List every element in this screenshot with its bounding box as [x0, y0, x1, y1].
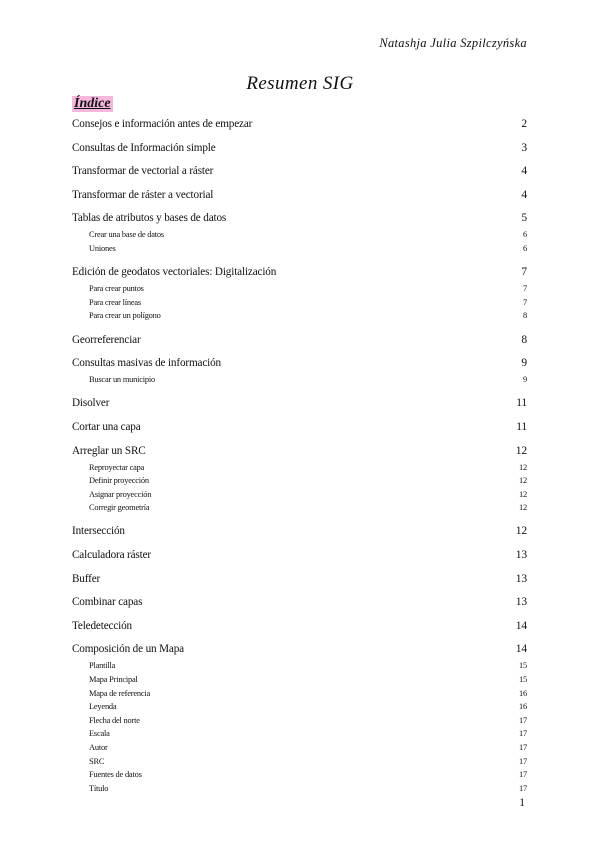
toc-subentry-label: Uniones: [89, 243, 116, 253]
toc-subentries: [72, 461, 527, 515]
toc-subentry-page: 6: [523, 230, 527, 240]
toc-subentry-page: 6: [523, 243, 527, 253]
toc-subentries: [72, 228, 527, 255]
toc-subentry-page: 17: [519, 743, 527, 752]
toc-subentry-label: Definir proyección: [89, 476, 149, 486]
toc-subentry-label: Escala: [89, 729, 110, 739]
toc-entry-page: 8: [521, 333, 527, 346]
toc-entry-page: 7: [521, 266, 527, 279]
toc-entry-label: Georreferenciar: [72, 333, 141, 346]
table-of-contents: [72, 117, 527, 805]
toc-subentry-label: Asignar proyección: [89, 489, 152, 499]
toc-entry-label: Cortar una capa: [72, 420, 141, 433]
toc-subentry-label: Leyenda: [89, 702, 117, 712]
author-name: Natashja Julia Szpilczyńska: [379, 36, 527, 50]
toc-entry-page: 14: [515, 619, 527, 632]
toc-subentry-page: 12: [519, 503, 527, 513]
toc-subentry[interactable]: [72, 782, 527, 796]
toc-entry-page: 13: [515, 572, 527, 585]
toc-entry-page: 14: [515, 643, 527, 656]
toc-subentry-page: 17: [519, 756, 527, 766]
toc-section: [72, 572, 527, 586]
toc-section: [72, 356, 527, 387]
toc-entry[interactable]: [72, 211, 527, 225]
toc-subentry-label: Autor: [89, 743, 108, 752]
toc-entry[interactable]: [72, 333, 527, 347]
toc-entry-page: 13: [515, 549, 527, 562]
toc-subentry-label: Buscar un municipio: [89, 375, 155, 385]
toc-entry[interactable]: [72, 396, 527, 410]
toc-entry-label: Consultas de Información simple: [72, 141, 216, 154]
toc-subentry-label: Mapa Principal: [89, 675, 138, 685]
toc-subentry[interactable]: [72, 501, 527, 515]
index-heading: Índice: [74, 96, 111, 111]
toc-subentries: [72, 282, 527, 323]
toc-entry-label: Buffer: [72, 572, 101, 585]
toc-entry[interactable]: [72, 117, 527, 131]
toc-section: [72, 188, 527, 202]
toc-entry-label: Edición de geodatos vectoriales: Digitalización: [72, 266, 277, 279]
toc-entry-label: Teledetección: [72, 619, 133, 632]
toc-section: [72, 265, 527, 323]
toc-section: [72, 548, 527, 562]
toc-entry[interactable]: [72, 642, 527, 656]
toc-section: [72, 420, 527, 434]
toc-subentry[interactable]: [72, 741, 527, 755]
toc-subentry-label: Crear una base de datos: [89, 230, 164, 240]
toc-subentry-page: 17: [519, 729, 527, 739]
toc-section: [72, 524, 527, 538]
toc-section: [72, 211, 527, 255]
toc-subentry-page: 16: [519, 702, 527, 712]
toc-entry-label: Consejos e información antes de empezar: [72, 118, 253, 130]
toc-entry-page: 11: [516, 397, 527, 410]
toc-entry-page: 3: [521, 141, 527, 154]
toc-section: [72, 642, 527, 795]
toc-entry-label: Combinar capas: [72, 596, 143, 609]
toc-subentry[interactable]: [72, 242, 527, 256]
toc-subentry-page: 12: [519, 462, 527, 472]
toc-subentry-label: Fuentes de datos: [89, 770, 142, 780]
toc-subentry-page: 17: [519, 715, 527, 725]
toc-subentry[interactable]: [72, 687, 527, 701]
toc-subentry-label: Para crear un polígono: [89, 311, 161, 321]
toc-entry[interactable]: [72, 420, 527, 434]
toc-entry[interactable]: [72, 619, 527, 633]
toc-section: [72, 444, 527, 515]
toc-section: [72, 141, 527, 155]
toc-subentry[interactable]: [72, 768, 527, 782]
toc-subentry[interactable]: [72, 461, 527, 475]
toc-entry[interactable]: [72, 548, 527, 562]
toc-entry-page: 11: [516, 420, 527, 433]
toc-subentry[interactable]: [72, 282, 527, 296]
toc-entry[interactable]: [72, 595, 527, 609]
toc-entry-page: 2: [521, 118, 527, 130]
toc-entry-label: Consultas masivas de información: [72, 357, 222, 370]
toc-entry-page: 9: [521, 357, 527, 370]
toc-subentry-label: Flecha del norte: [89, 715, 140, 725]
toc-section: [72, 595, 527, 609]
toc-subentry[interactable]: [72, 755, 527, 769]
toc-entry[interactable]: [72, 524, 527, 538]
toc-subentry-page: 17: [519, 783, 527, 793]
toc-subentry-label: Mapa de referencia: [89, 688, 151, 698]
toc-section: [72, 117, 527, 131]
toc-entry[interactable]: [72, 265, 527, 279]
toc-subentry-page: 8: [523, 311, 527, 321]
toc-subentry[interactable]: [72, 373, 527, 387]
toc-subentries: [72, 659, 527, 795]
toc-subentry-label: Plantilla: [89, 661, 116, 671]
toc-subentry[interactable]: [72, 673, 527, 687]
toc-section: [72, 164, 527, 178]
toc-entry[interactable]: [72, 141, 527, 155]
toc-subentry-page: 7: [523, 297, 527, 307]
toc-subentry[interactable]: [72, 228, 527, 242]
toc-entry-page: 5: [521, 212, 527, 225]
toc-entry-label: Tablas de atributos y bases de datos: [72, 212, 227, 225]
toc-entry-label: Arreglar un SRC: [72, 444, 146, 457]
toc-entry-page: 12: [515, 525, 527, 538]
toc-subentry-label: Reproyectar capa: [89, 462, 145, 472]
toc-subentry-page: 9: [523, 375, 527, 385]
toc-subentry-page: 15: [519, 661, 527, 671]
toc-entry-label: Transformar de vectorial a ráster: [72, 165, 214, 178]
toc-entry[interactable]: [72, 356, 527, 370]
toc-subentry[interactable]: [72, 296, 527, 310]
toc-subentry-page: 15: [519, 675, 527, 685]
toc-section: [72, 333, 527, 347]
toc-entry-label: Composición de un Mapa: [72, 643, 184, 656]
toc-entry-page: 12: [515, 444, 527, 457]
toc-section: [72, 396, 527, 410]
toc-subentry-label: SRC: [89, 756, 105, 766]
toc-entry-page: 4: [521, 165, 527, 178]
toc-subentry-page: 12: [519, 489, 527, 499]
toc-subentry[interactable]: [72, 727, 527, 741]
toc-entry-label: Disolver: [72, 397, 110, 410]
toc-subentry-label: Para crear líneas: [89, 297, 141, 307]
toc-subentry-page: 7: [523, 284, 527, 294]
toc-subentry[interactable]: [72, 474, 527, 488]
toc-entry-label: Transformar de ráster a vectorial: [72, 188, 214, 201]
toc-subentry-label: Título: [89, 783, 109, 793]
toc-subentry-page: 16: [519, 688, 527, 698]
toc-section: [72, 619, 527, 633]
document-title: Resumen SIG: [246, 73, 354, 94]
toc-entry-label: Calculadora ráster: [72, 549, 151, 562]
toc-entry[interactable]: [72, 572, 527, 586]
toc-subentry[interactable]: [72, 700, 527, 714]
toc-entry-page: 4: [521, 188, 527, 201]
toc-subentry[interactable]: [72, 714, 527, 728]
toc-subentry[interactable]: [72, 309, 527, 323]
toc-entry[interactable]: [72, 164, 527, 178]
page-number: 1: [519, 797, 525, 809]
toc-entry[interactable]: [72, 188, 527, 202]
toc-entry[interactable]: [72, 444, 527, 458]
toc-entry-label: Intersección: [72, 525, 125, 538]
toc-subentry-label: Para crear puntos: [89, 284, 144, 294]
toc-subentry[interactable]: [72, 659, 527, 673]
toc-subentry-label: Corregir geometría: [89, 503, 150, 513]
toc-subentry-page: 17: [519, 770, 527, 780]
toc-subentry[interactable]: [72, 488, 527, 502]
toc-entry-page: 13: [515, 596, 527, 609]
toc-subentries: [72, 373, 527, 387]
toc-subentry-page: 12: [519, 476, 527, 486]
